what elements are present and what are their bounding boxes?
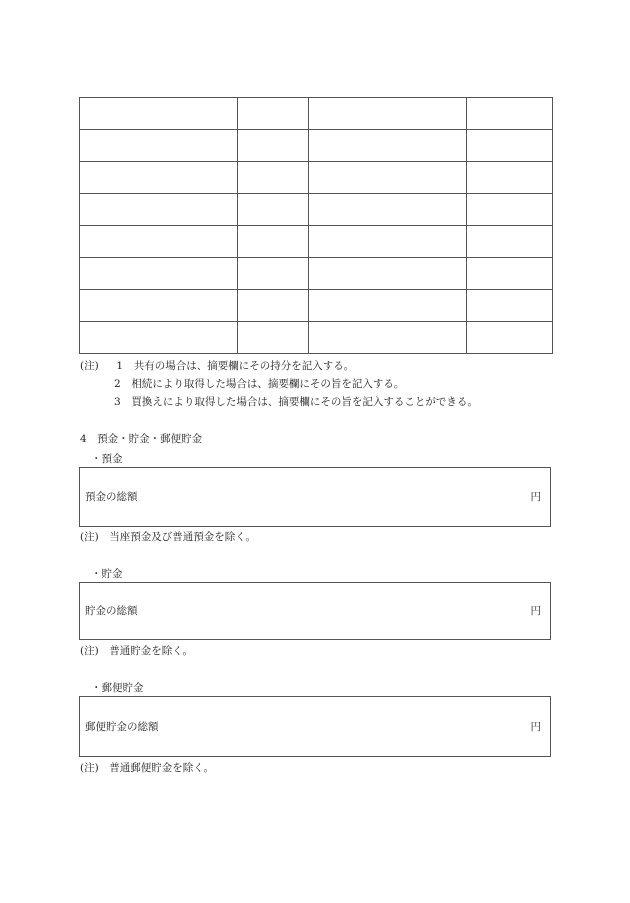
deposit-note: (注) 当座預金及び普通預金を除く。 [80, 531, 256, 543]
table-cell[interactable] [309, 290, 467, 322]
table-row [80, 290, 553, 322]
table-cell[interactable] [80, 226, 238, 258]
table-row [80, 98, 553, 130]
table-cell[interactable] [80, 290, 238, 322]
savings-total-label: 貯金の総額 [85, 605, 138, 617]
table-cell[interactable] [238, 162, 309, 194]
note-number: 3 [114, 396, 121, 408]
postal-subheading: ・郵便貯金 [91, 682, 144, 694]
note-text: 買換えにより取得した場合は、摘要欄にその旨を記入することができる。 [131, 396, 478, 408]
table-cell[interactable] [80, 162, 238, 194]
table-cell[interactable] [309, 130, 467, 162]
postal-total-label: 郵便貯金の総額 [85, 721, 159, 733]
table-cell[interactable] [238, 322, 309, 354]
note-line-1 [80, 359, 354, 373]
table-cell[interactable] [467, 226, 553, 258]
savings-note: (注) 普通貯金を除く。 [80, 645, 193, 657]
table-cell[interactable] [238, 258, 309, 290]
table-cell[interactable] [238, 130, 309, 162]
savings-total-box[interactable] [79, 582, 551, 640]
yen-unit: 円 [530, 491, 541, 503]
note-line-2 [114, 377, 404, 391]
table-cell[interactable] [467, 98, 553, 130]
table-cell[interactable] [80, 258, 238, 290]
table-cell[interactable] [309, 322, 467, 354]
postal-total-box[interactable] [79, 696, 551, 757]
table-row [80, 162, 553, 194]
deposit-subheading: ・預金 [91, 453, 123, 465]
table-cell[interactable] [467, 194, 553, 226]
note-text: 相続により取得した場合は、摘要欄にその旨を記入する。 [131, 378, 405, 390]
note-prefix: (注) [80, 360, 99, 372]
table-cell[interactable] [309, 162, 467, 194]
postal-note: (注) 普通郵便貯金を除く。 [80, 762, 214, 774]
table-cell[interactable] [467, 162, 553, 194]
table-cell[interactable] [238, 226, 309, 258]
deposit-total-label: 預金の総額 [85, 491, 138, 503]
table-cell[interactable] [309, 258, 467, 290]
deposit-total-box[interactable] [79, 467, 551, 527]
table-row [80, 130, 553, 162]
table-cell[interactable] [309, 98, 467, 130]
table-cell[interactable] [309, 226, 467, 258]
table-cell[interactable] [80, 130, 238, 162]
savings-subheading: ・貯金 [91, 568, 123, 580]
yen-unit: 円 [530, 721, 541, 733]
table-cell[interactable] [467, 322, 553, 354]
note-text: 共有の場合は、摘要欄にその持分を記入する。 [133, 360, 355, 372]
note-line-3 [114, 395, 478, 409]
table-cell[interactable] [238, 194, 309, 226]
note-number: 1 [116, 360, 124, 372]
table-row [80, 322, 553, 354]
table-row [80, 194, 553, 226]
table-cell[interactable] [80, 194, 238, 226]
table-cell[interactable] [467, 130, 553, 162]
table-row [80, 226, 553, 258]
table-cell[interactable] [80, 98, 238, 130]
note-number: 2 [114, 378, 121, 390]
yen-unit: 円 [530, 605, 541, 617]
section-heading: 4 預金・貯金・郵便貯金 [80, 433, 203, 445]
table-row [80, 258, 553, 290]
table-cell[interactable] [309, 194, 467, 226]
table-cell[interactable] [238, 290, 309, 322]
holdings-table [79, 97, 553, 354]
table-cell[interactable] [467, 258, 553, 290]
table-cell[interactable] [238, 98, 309, 130]
table-cell[interactable] [80, 322, 238, 354]
table-cell[interactable] [467, 290, 553, 322]
